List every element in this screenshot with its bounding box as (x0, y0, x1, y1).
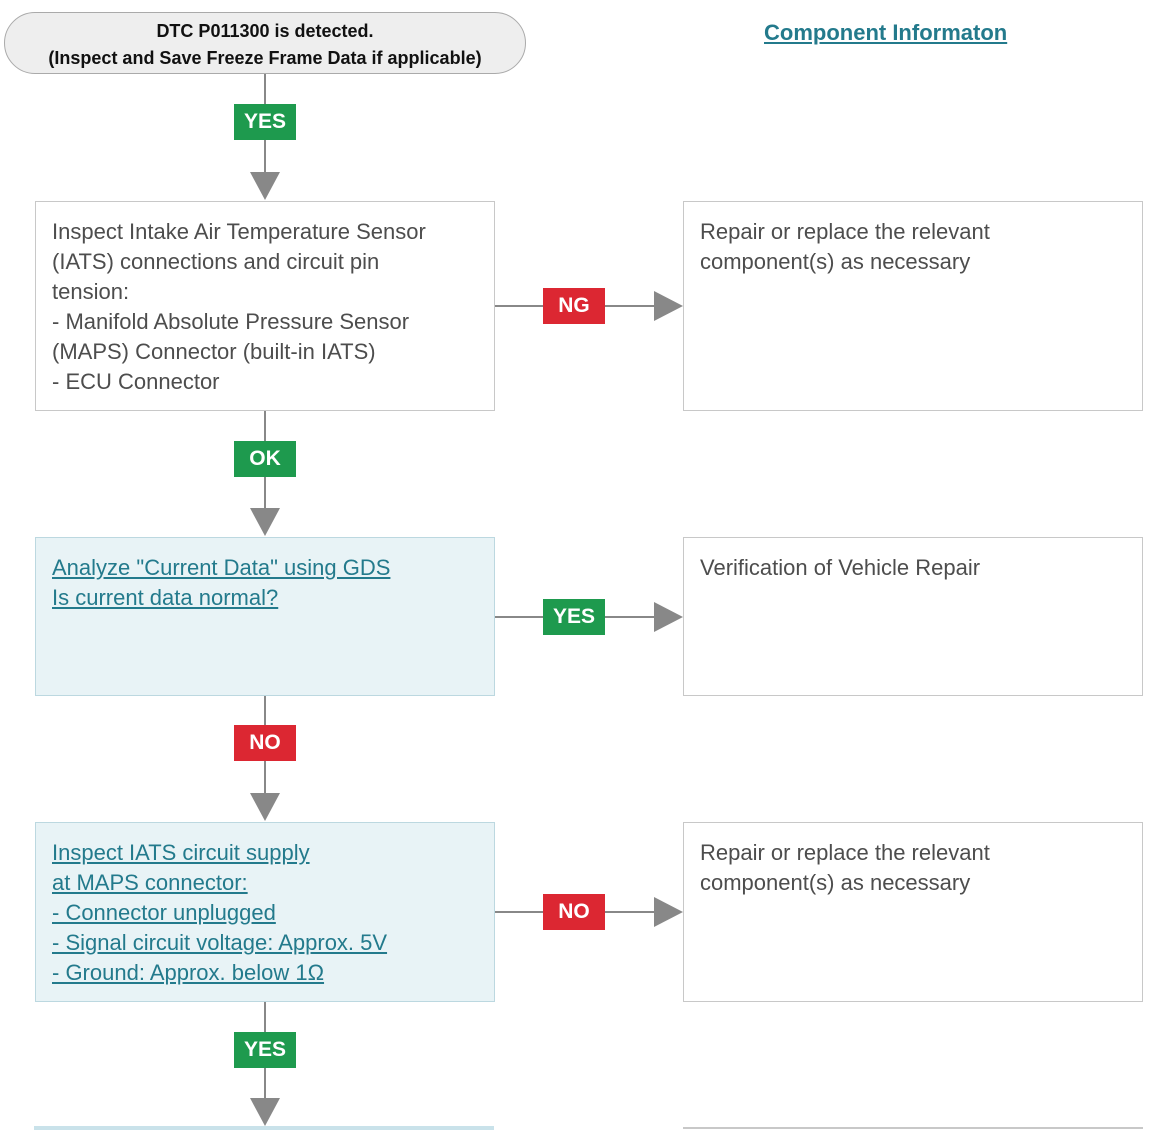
ok-label: OK (234, 441, 296, 477)
box1-line: (IATS) connections and circuit pin (52, 249, 380, 274)
next-result-box-edge (683, 1127, 1143, 1129)
result1-line: component(s) as necessary (700, 249, 971, 274)
yes-label-3: YES (234, 1032, 296, 1068)
inspect-iats-supply-box[interactable] (35, 822, 495, 1002)
ng-label: NG (543, 288, 605, 324)
box3-line[interactable]: - Ground: Approx. below 1Ω (52, 960, 325, 985)
box3-line[interactable]: at MAPS connector: (52, 870, 248, 895)
start-line-2: (Inspect and Save Freeze Frame Data if applicable) (48, 48, 482, 68)
box2-line[interactable]: Analyze "Current Data" using GDS (52, 555, 391, 580)
no-label-2: NO (543, 894, 605, 930)
result3-line: component(s) as necessary (700, 870, 971, 895)
result1-line: Repair or replace the relevant (700, 219, 990, 244)
verification-box (683, 537, 1143, 696)
yes-label-2: YES (543, 599, 605, 635)
box1-line: Inspect Intake Air Temperature Sensor (52, 219, 426, 244)
start-line-1: DTC P011300 is detected. (156, 21, 374, 41)
box2-line[interactable]: Is current data normal? (52, 585, 279, 610)
box1-line: - Manifold Absolute Pressure Sensor (52, 309, 410, 334)
analyze-current-data-box[interactable] (35, 537, 495, 696)
start-node (4, 12, 526, 74)
box3-line[interactable]: - Signal circuit voltage: Approx. 5V (52, 930, 388, 955)
repair-replace-box-1 (683, 201, 1143, 411)
result3-line: Repair or replace the relevant (700, 840, 990, 865)
yes-label-1: YES (234, 104, 296, 140)
no-label-1: NO (234, 725, 296, 761)
box1-line: tension: (52, 279, 130, 304)
box1-line: (MAPS) Connector (built-in IATS) (52, 339, 376, 364)
box3-line[interactable]: - Connector unplugged (52, 900, 276, 925)
inspect-iats-connections-box (35, 201, 495, 411)
box3-line[interactable]: Inspect IATS circuit supply (52, 840, 310, 865)
component-information-link[interactable]: Component Informaton (764, 20, 1008, 45)
repair-replace-box-2 (683, 822, 1143, 1002)
result2-line: Verification of Vehicle Repair (700, 555, 981, 580)
next-step-box-edge (34, 1126, 494, 1130)
box1-line: - ECU Connector (52, 369, 220, 394)
